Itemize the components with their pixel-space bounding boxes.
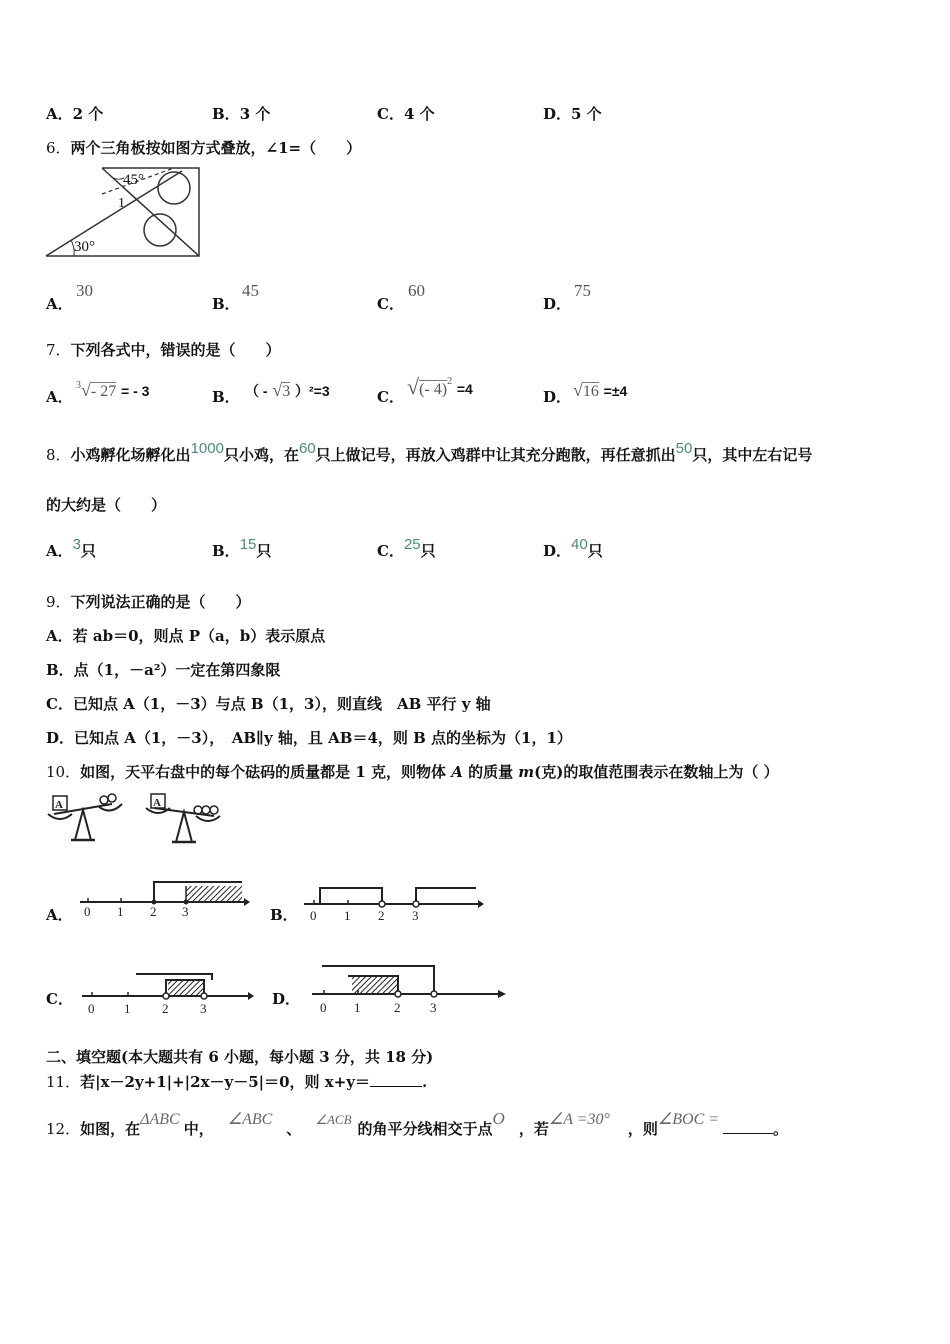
q10-option-c: C． bbox=[46, 990, 73, 1008]
svg-text:1: 1 bbox=[117, 904, 124, 919]
angle-45-label: 45° bbox=[123, 172, 144, 188]
svg-text:2: 2 bbox=[378, 908, 385, 923]
object-a-label: A bbox=[153, 797, 161, 809]
q5-option-a: A．2 个 bbox=[46, 105, 104, 123]
svg-text:0: 0 bbox=[310, 908, 317, 923]
q8-stem-line1: 8．小鸡孵化场孵化出1000只小鸡，在60只上做记号，再放入鸡群中让其充分跑散，再任意抓出50只，其中左右记号 bbox=[46, 440, 813, 464]
svg-text:3: 3 bbox=[182, 904, 189, 919]
q8-option-c: C．25只 bbox=[377, 536, 436, 560]
q10-option-d: D． bbox=[272, 990, 301, 1008]
scale-left bbox=[48, 794, 122, 840]
svg-text:3: 3 bbox=[412, 908, 419, 923]
q7-option-b-expr: （ - √3 ）²=3 bbox=[245, 380, 330, 400]
svg-text:2: 2 bbox=[394, 1000, 401, 1015]
q7-option-d-expr: √16 =±4 bbox=[573, 380, 628, 400]
number-line-c bbox=[78, 966, 256, 1018]
radical-icon: √ bbox=[272, 380, 283, 400]
q6-option-c: C． bbox=[377, 295, 404, 313]
q6-option-b-value: 45 bbox=[242, 281, 259, 300]
q10-option-b: B． bbox=[270, 906, 298, 924]
q9-option-b: B．点（1，－a²）一定在第四象限 bbox=[46, 661, 281, 679]
q5-option-d: D．5 个 bbox=[543, 105, 602, 123]
svg-text:0: 0 bbox=[320, 1000, 327, 1015]
q7-option-a: A． bbox=[46, 388, 73, 406]
q11-stem: 11．若|x－2y+1|+|2x－y－5|＝0，则 x+y＝ . bbox=[46, 1073, 428, 1091]
svg-text:3: 3 bbox=[430, 1000, 437, 1015]
q9-option-c: C．已知点 A（1，－3）与点 B（1，3），则直线 AB 平行 y 轴 bbox=[46, 695, 491, 713]
q7-stem: 7．下列各式中，错误的是（ ） bbox=[46, 341, 281, 359]
q6-option-a: A． bbox=[46, 295, 73, 313]
q6-triangle-figure bbox=[44, 164, 204, 260]
q6-option-d-value: 75 bbox=[574, 281, 591, 300]
number-line-b bbox=[300, 880, 486, 924]
q9-option-d: D．已知点 A（1，－3）， AB∥y 轴，且 AB＝4，则 B 点的坐标为（1，1） bbox=[46, 729, 572, 747]
svg-text:2: 2 bbox=[162, 1001, 169, 1016]
q6-option-a-value: 30 bbox=[76, 281, 93, 300]
svg-text:0: 0 bbox=[84, 904, 91, 919]
q7-option-a-expr: $^3$√- 27 = - 3 bbox=[76, 380, 150, 400]
q6-option-d: D． bbox=[543, 295, 572, 313]
q8-stem-line2: 的大约是（ ） bbox=[46, 496, 167, 514]
q10-option-a: A． bbox=[46, 906, 73, 924]
q8-option-b: B．15只 bbox=[212, 536, 272, 560]
number-line-a bbox=[78, 874, 250, 922]
q6-option-b: B． bbox=[212, 295, 240, 313]
scale-right bbox=[146, 794, 220, 842]
balance-scales-figure bbox=[46, 792, 221, 848]
svg-text:1: 1 bbox=[124, 1001, 131, 1016]
q9-option-a: A．若 ab＝0，则点 P（a，b）表示原点 bbox=[46, 627, 326, 645]
q7-option-d: D． bbox=[543, 388, 572, 406]
q5-option-b: B．3 个 bbox=[212, 105, 271, 123]
section-2-title: 二、填空题(本大题共有 6 小题，每小题 3 分，共 18 分) bbox=[46, 1048, 434, 1066]
q7-option-b: B． bbox=[212, 388, 240, 406]
q10-stem: 10．如图，天平右盘中的每个砝码的质量都是 1 克，则物体 A 的质量 m(克)的取值范围表示在数轴上为（ ） bbox=[46, 763, 779, 781]
svg-text:3: 3 bbox=[200, 1001, 207, 1016]
q12-stem: 12．如图，在ΔABC中，∠ABC、∠ACB的角平分线相交于点O，若∠A =30°，则∠BOC =。 bbox=[46, 1109, 789, 1138]
radical-icon: √ bbox=[573, 380, 583, 400]
radical-icon: √ bbox=[81, 380, 91, 400]
q7-option-c-expr: √(- 4)$^2$ =4 bbox=[407, 374, 473, 399]
svg-text:1: 1 bbox=[344, 908, 351, 923]
radical-icon: √ bbox=[407, 374, 420, 399]
q6-option-c-value: 60 bbox=[408, 281, 425, 300]
q7-option-c: C． bbox=[377, 388, 404, 406]
svg-text:1: 1 bbox=[354, 1000, 361, 1015]
q9-stem: 9．下列说法正确的是（ ） bbox=[46, 593, 251, 611]
q11-answer-blank[interactable] bbox=[370, 1072, 422, 1087]
svg-text:0: 0 bbox=[88, 1001, 95, 1016]
svg-text:2: 2 bbox=[150, 904, 157, 919]
object-a-label: A bbox=[55, 799, 63, 811]
q8-option-a: A．3只 bbox=[46, 536, 96, 560]
q6-stem: 6．两个三角板按如图方式叠放，∠1=（ ） bbox=[46, 139, 362, 157]
angle-30-label: 30° bbox=[74, 239, 95, 255]
number-line-d bbox=[308, 960, 508, 1018]
angle-1-label: 1 bbox=[118, 196, 125, 211]
q12-answer-blank[interactable] bbox=[723, 1119, 773, 1134]
q5-option-c: C．4 个 bbox=[377, 105, 435, 123]
q8-option-d: D．40只 bbox=[543, 536, 603, 560]
